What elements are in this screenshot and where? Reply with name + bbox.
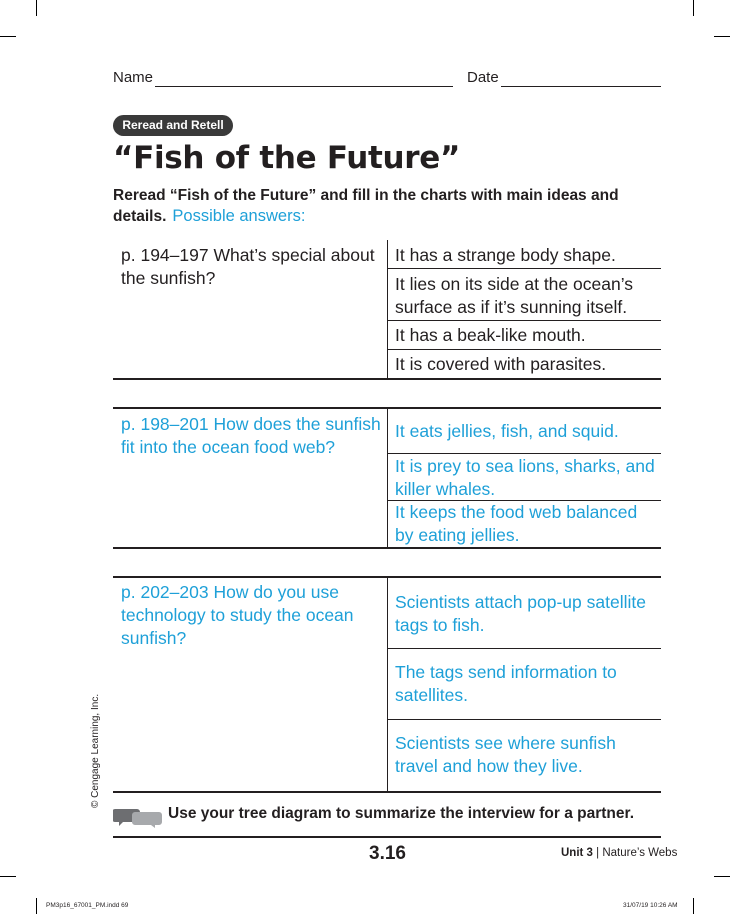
section-badge: Reread and Retell [113, 115, 233, 136]
row-divider [388, 719, 661, 720]
row-divider [388, 648, 661, 649]
chart-divider [387, 240, 388, 380]
speech-bubbles-icon [113, 806, 163, 828]
chart-bottom-border [113, 547, 661, 549]
chart-question: p. 194–197 What’s special about the sunfish? [121, 245, 375, 288]
page-number: 3.16 [369, 843, 406, 864]
date-label: Date [467, 69, 499, 86]
chart-1 [113, 240, 661, 380]
instructions-text: Reread “Fish of the Future” and fill in the charts with main ideas and details. [113, 187, 619, 225]
copyright-notice: © Cengage Learning, Inc. [90, 693, 101, 808]
possible-answers-label: Possible answers: [172, 207, 306, 225]
chart-answer: It is prey to sea lions, sharks, and killer whales. [395, 456, 655, 499]
footer-rule [113, 836, 661, 838]
slug-timestamp: 31/07/19 10:26 AM [623, 902, 678, 909]
chart-question: p. 202–203 How do you use technology to study the ocean sunfish? [121, 582, 354, 648]
chart-answer: It has a beak-like mouth. [395, 325, 586, 345]
crop-mark-right-bottom [714, 876, 730, 877]
row-divider [388, 320, 661, 321]
row-divider [388, 349, 661, 350]
unit-number: Unit 3 [561, 847, 593, 859]
chart-answer: Scientists see where sunfish travel and how they live. [395, 733, 616, 776]
slug-file: PM3p16_67001_PM.indd 69 [46, 902, 129, 909]
chart-answer: It is covered with parasites. [395, 354, 607, 374]
chart-answer: It eats jellies, fish, and squid. [395, 421, 619, 441]
row-divider [388, 268, 661, 269]
chart-divider [387, 407, 388, 549]
instructions [113, 186, 633, 227]
page-title: “Fish of the Future” [113, 140, 461, 176]
chart-answer: Scientists attach pop-up satellite tags to fish. [395, 592, 646, 635]
crop-mark-top-right [693, 0, 694, 16]
name-label: Name [113, 69, 154, 86]
chart-answer: It keeps the food web balanced by eating jellies. [395, 502, 638, 545]
crop-mark-bottom-right [693, 898, 694, 914]
chart-3 [113, 576, 661, 793]
chart-answer: It has a strange body shape. [395, 245, 616, 265]
summary-prompt: Use your tree diagram to summarize the interview for a partner. [168, 805, 635, 822]
crop-mark-top-left [36, 0, 37, 16]
unit-title: | Nature’s Webs [592, 847, 678, 859]
crop-mark-right-top [714, 36, 730, 37]
chart-answer: The tags send information to satellites. [395, 662, 617, 705]
crop-mark-left-bottom [0, 876, 16, 877]
date-field[interactable] [501, 86, 661, 87]
chart-question: p. 198–201 How does the sunfish fit into the ocean food web? [121, 414, 381, 457]
name-field[interactable] [155, 86, 453, 87]
chart-bottom-border [113, 378, 661, 380]
chart-answer: It lies on its side at the ocean’s surface as if it’s sunning itself. [395, 274, 634, 317]
crop-mark-bottom-left [36, 898, 37, 914]
unit-label [561, 847, 677, 859]
chart-divider [387, 576, 388, 793]
crop-mark-left-top [0, 36, 16, 37]
chart-2 [113, 407, 661, 549]
chart-bottom-border [113, 791, 661, 793]
